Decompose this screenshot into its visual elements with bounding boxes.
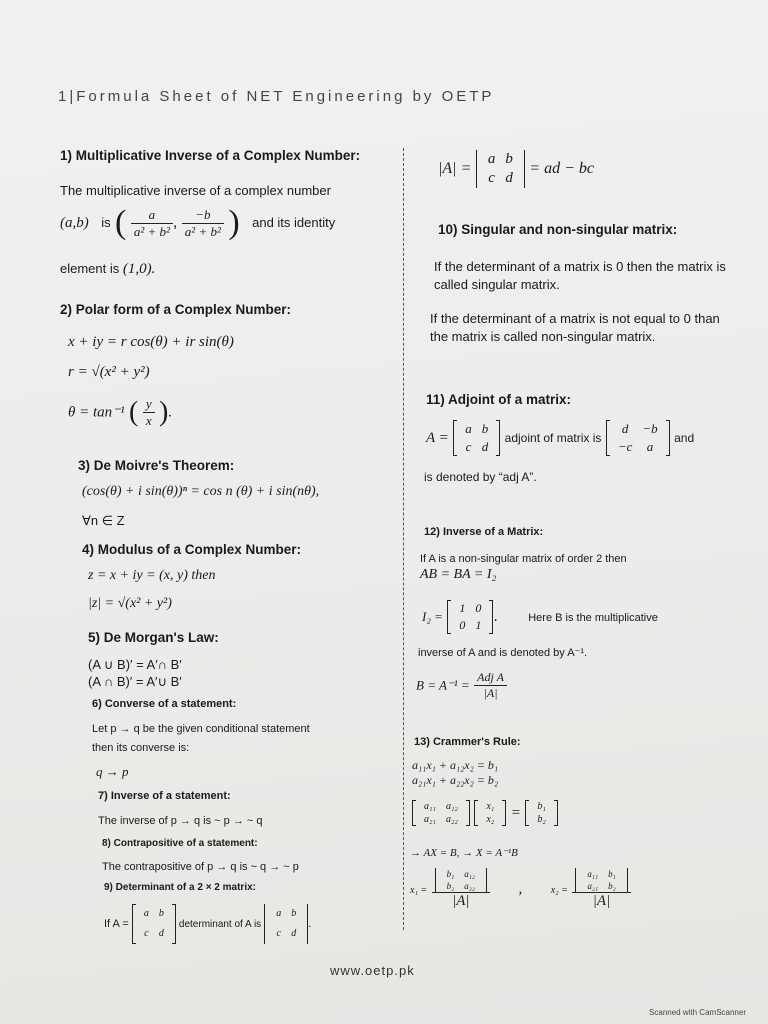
s8-heading: 8) Contrapositive of a statement: <box>102 838 258 849</box>
s12-line3: inverse of A and is denoted by A⁻¹. <box>418 647 588 659</box>
s11-matrix-adj: d −b −c a <box>606 420 670 456</box>
s7-line: The inverse of p → q is ~ p → ~ q <box>98 815 263 827</box>
s2-eq1: x + iy = r cos(θ) + ir sin(θ) <box>68 334 234 350</box>
column-divider <box>403 148 405 930</box>
s12-b-formula: B = A⁻¹ = $\frac{\text{Adj A}}{|A|}$ <box>416 670 507 701</box>
s1-identity: (1,0). <box>122 261 156 277</box>
s10-p1: If the determinant of a matrix is 0 then the matrix is called singular matrix. <box>434 259 726 292</box>
det-formula: |A| = a b c d = ad − bc <box>438 151 594 186</box>
s1-pair: (a,b) <box>60 215 89 232</box>
s1-tail: and its identity <box>252 215 336 231</box>
s12-eq1: AB = BA = I₂ <box>420 567 497 582</box>
s13-eq: → AX = B, → X = A⁻¹B <box>410 847 518 859</box>
s2-eq2: r = √(x² + y²) <box>68 364 150 380</box>
s1-line1: The multiplicative inverse of a complex number <box>60 183 331 198</box>
s10-heading: 10) Singular and non-singular matrix: <box>438 222 678 237</box>
scanner-watermark: Scanned with CamScanner <box>649 1008 746 1017</box>
s4-eq2: |z| = √(x² + y²) <box>88 596 172 611</box>
s3-cond: ∀n ∈ Z <box>82 513 125 528</box>
s1-frac2: $\frac{-b}{\text{a² + b²}}$ <box>182 207 224 240</box>
s1-line3: element is (1,0). <box>60 261 156 277</box>
s1-frac1: $\frac{a}{\text{a² + b²}}$ <box>131 207 173 240</box>
s1-formula: (a,b) is ( $\frac{a}{\text{a² + b²}}$ , $\frac{-b}{\text{a² + b²}}$ ) and its identity <box>60 204 336 241</box>
s5-eq1: (A ∪ B)′ = A′∩ B′ <box>88 657 182 672</box>
s1-is: is <box>101 215 111 231</box>
footer-url: www.oetp.pk <box>330 963 415 978</box>
page-header: 1|Formula Sheet of NET Engineering by OETP <box>58 88 495 105</box>
s13-matrix-eq: a₁₁ a₁₂ a₂₁ a₂₂ x₁ x₂ = b₁ b₂ <box>412 800 558 826</box>
s9-matrix-a: a b c d <box>132 904 176 944</box>
s5-eq2: (A ∩ B)′ = A′∪ B′ <box>88 674 182 689</box>
s4-eq1: z = x + iy = (x, y) then <box>88 568 216 583</box>
s11-heading: 11) Adjoint of a matrix: <box>426 392 572 407</box>
s9-formula: If A = a b c d determinant of A is a b c d . <box>104 904 311 944</box>
s12-line1: If A is a non-singular matrix of order 2 then <box>420 553 627 565</box>
s2-eq3: θ = tan⁻¹ ( $\frac{y}{x}$ ). <box>68 396 173 428</box>
s1-heading: 1) Multiplicative Inverse of a Complex Number: <box>60 148 361 163</box>
s7-heading: 7) Inverse of a statement: <box>98 790 231 802</box>
s13-sys2: a₂₁x₁ + a₂₂x₂ = b₂ <box>412 773 499 787</box>
s12-heading: 12) Inverse of a Matrix: <box>424 526 544 538</box>
s10-p2: If the determinant of a matrix is not equal to 0 than the matrix is called non-singular matrix. <box>430 311 720 344</box>
s13-sys1: a₁₁x₁ + a₁₂x₂ = b₁ <box>412 758 499 772</box>
s11-formula: A = a b c d adjoint of matrix is d −b −c a and <box>426 421 695 454</box>
s2-heading: 2) Polar form of a Complex Number: <box>60 302 292 317</box>
s3-heading: 3) De Moivre's Theorem: <box>78 458 235 473</box>
s5-heading: 5) De Morgan's Law: <box>88 630 219 645</box>
s6-heading: 6) Converse of a statement: <box>92 698 237 710</box>
s6-line2: then its converse is: <box>92 742 190 754</box>
s13-heading: 13) Crammer's Rule: <box>414 736 521 748</box>
s3-eq: (cos(θ) + i sin(θ))ⁿ = cos n (θ) + i sin(nθ), <box>82 484 320 499</box>
s12-identity: I₂ = 1 0 0 1 . Here B is the multiplicative <box>422 601 658 632</box>
s9-heading: 9) Determinant of a 2 × 2 matrix: <box>104 882 256 893</box>
s6-eq: q → p <box>96 764 129 779</box>
s12-matrix-i: 1 0 0 1 <box>447 600 493 634</box>
s9-det-a: a b c d <box>264 904 308 944</box>
s8-line: The contrapositive of p → q is ~ q → ~ p <box>102 861 299 873</box>
s11-line2: is denoted by “adj A”. <box>424 470 537 484</box>
s11-matrix-a: a b c d <box>453 420 500 456</box>
s6-line1: Let p → q be the given conditional statement <box>92 723 310 735</box>
s4-heading: 4) Modulus of a Complex Number: <box>82 542 302 557</box>
s13-x1-formula: x₁ = b₁ a₁₂ b₂ a₂₂ |A| , x₂ = a₁₁ b₁ a₂₁ b₂ |A| <box>410 868 631 910</box>
